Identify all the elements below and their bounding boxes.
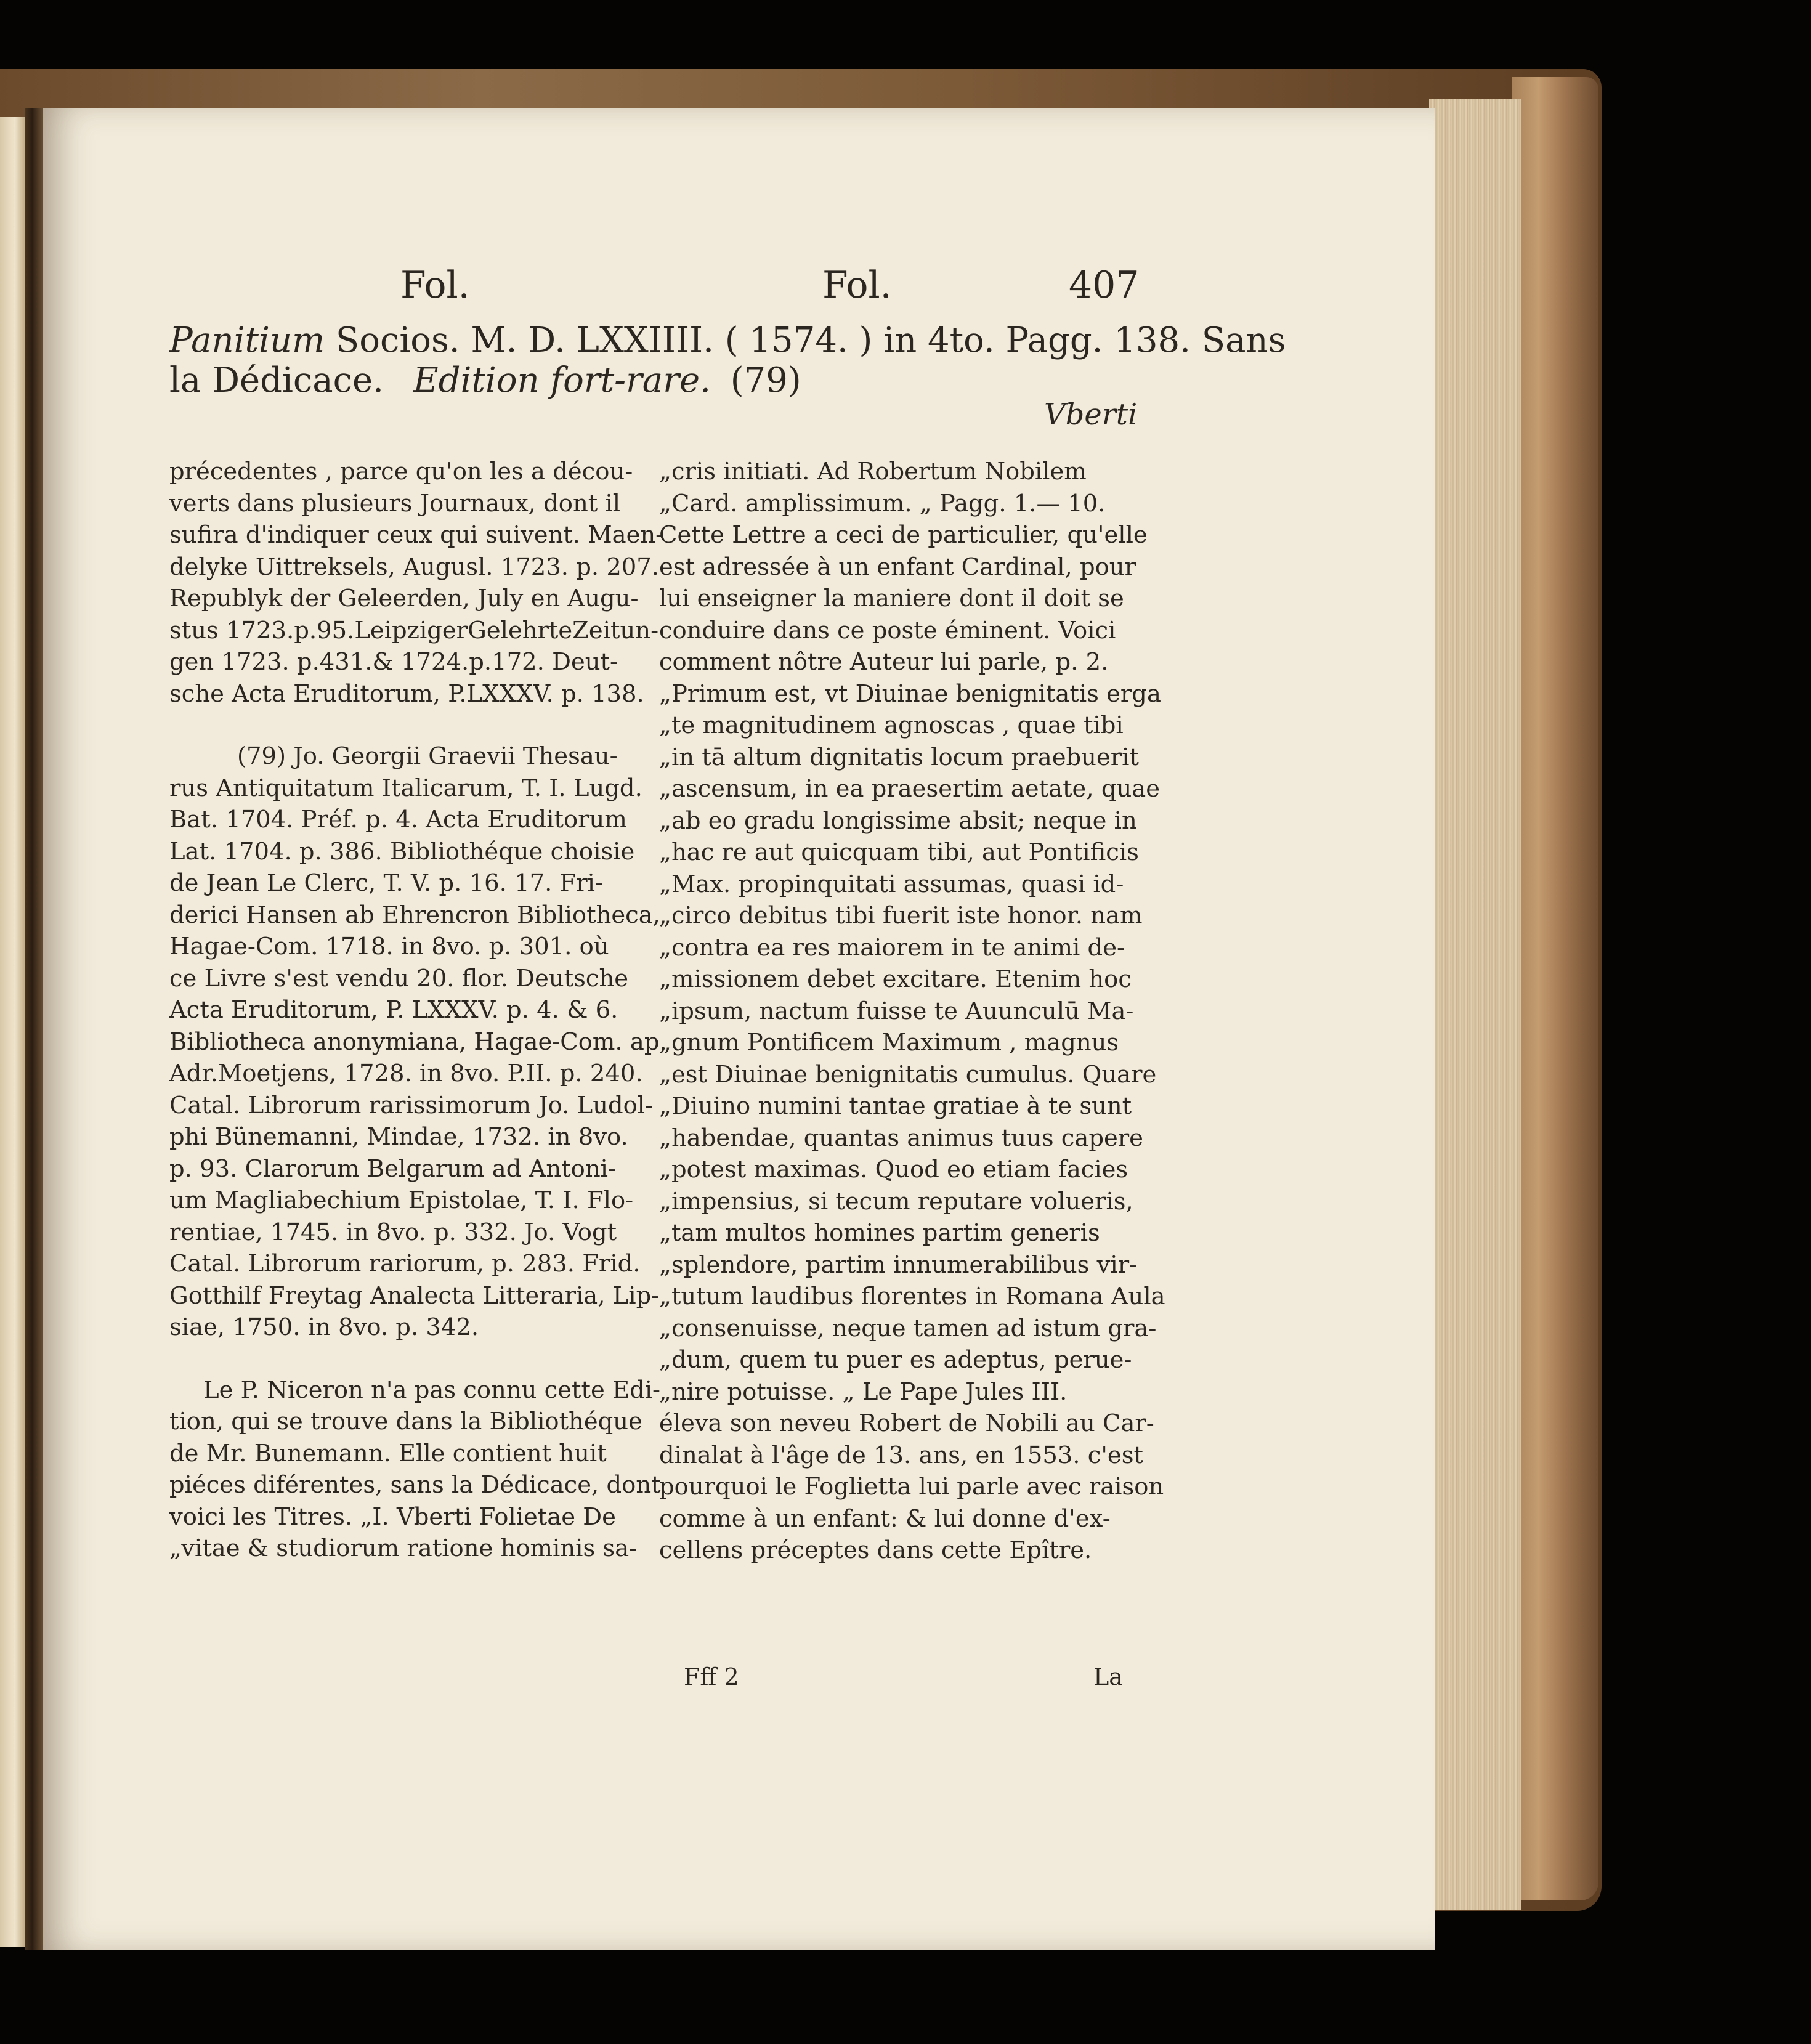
text-line: de Mr. Bunemann. Elle contient huit <box>169 1439 607 1467</box>
text-line: um Magliabechium Epistolae, T. I. Flo- <box>169 1186 634 1214</box>
text-line: „circo debitus tibi fuerit iste honor. nam <box>659 902 1143 930</box>
text-line: siae, 1750. in 8vo. p. 342. <box>169 1313 479 1341</box>
text-line: „gnum Pontificem Maximum , magnus <box>659 1029 1119 1056</box>
text-line: „missionem debet excitare. Etenim hoc <box>659 965 1132 993</box>
running-header-left: Fol. <box>400 264 470 307</box>
text-line: piéces diférentes, sans la Dédicace, dont <box>169 1471 661 1499</box>
text-line: „ascensum, in ea praesertim aetate, quae <box>659 775 1160 803</box>
text-line: Bat. 1704. Préf. p. 4. Acta Eruditorum <box>169 806 627 833</box>
text-line: p. 93. Clarorum Belgarum ad Antoni- <box>169 1154 616 1183</box>
text-line: sufira d'indiquer ceux qui suivent. Maen- <box>169 521 664 549</box>
text-line: Catal. Librorum rarissimorum Jo. Ludol- <box>169 1091 654 1119</box>
text-line: comme à un enfant: & lui donne d'ex- <box>659 1504 1111 1533</box>
text-line: phi Bünemanni, Mindae, 1732. in 8vo. <box>169 1123 628 1151</box>
text-line: „splendore, partim innumerabilibus vir- <box>659 1251 1138 1279</box>
text-line: „nire potuisse. „ Le Pape Jules III. <box>659 1377 1068 1406</box>
footnote-marker: (79) <box>730 360 801 400</box>
text-line: rus Antiquitatum Italicarum, T. I. Lugd. <box>169 774 642 802</box>
text-line: delyke Uittreksels, Augusl. 1723. p. 207. <box>169 553 660 581</box>
book-gutter <box>25 108 43 1950</box>
text-line: est adressée à un enfant Cardinal, pour <box>659 553 1136 581</box>
text-line: „potest maximas. Quod eo etiam facies <box>659 1156 1128 1183</box>
text-line: précedentes , parce qu'on les a décou- <box>169 458 633 485</box>
text-line: gen 1723. p.431.& 1724.p.172. Deut- <box>169 648 618 676</box>
top-run-line-2-text: la Dédicace. <box>169 360 384 400</box>
signature-mark: Fff 2 <box>684 1663 739 1690</box>
top-run-line-2 <box>169 360 801 400</box>
text-line: tion, qui se trouve dans la Bibliothéque <box>169 1408 642 1435</box>
text-line: „Diuino numini tantae gratiae à te sunt <box>659 1092 1132 1120</box>
text-line: ce Livre s'est vendu 20. flor. Deutsche <box>169 964 629 992</box>
text-line: „cris initiati. Ad Robertum Nobilem <box>659 458 1087 485</box>
text-line: „tam multos homines partim generis <box>659 1219 1100 1247</box>
text-line: „in tā altum dignitatis locum praebuerit <box>659 743 1139 771</box>
book-cover-edge <box>1512 77 1598 1900</box>
top-run-line-1 <box>169 320 1286 360</box>
text-line: verts dans plusieurs Journaux, dont il <box>169 489 621 517</box>
top-run-italic-name: Panitium <box>169 320 325 360</box>
text-line: Acta Eruditorum, P. LXXXV. p. 4. & 6. <box>169 996 618 1024</box>
text-line: rentiae, 1745. in 8vo. p. 332. Jo. Vogt <box>169 1218 617 1246</box>
text-line: „te magnitudinem agnoscas , quae tibi <box>659 712 1124 739</box>
left-para-1 <box>169 456 678 710</box>
text-line: de Jean Le Clerc, T. V. p. 16. 17. Fri- <box>169 869 603 897</box>
text-line: „consenuisse, neque tamen ad istum gra- <box>659 1314 1157 1342</box>
text-line: „habendae, quantas animus tuus capere <box>659 1124 1143 1152</box>
running-header-right: Fol. <box>822 264 892 307</box>
page-block-edges <box>1429 99 1521 1910</box>
text-line: comment nôtre Auteur lui parle, p. 2. <box>659 648 1109 676</box>
text-line: lui enseigner la maniere dont il doit se <box>659 585 1124 612</box>
text-line: stus 1723.p.95.LeipzigerGelehrteZeitun- <box>169 616 659 644</box>
text-line: Lat. 1704. p. 386. Bibliothéque choisie <box>169 837 635 866</box>
text-line: Republyk der Geleerden, July en Augu- <box>169 585 639 612</box>
text-line: Le P. Niceron n'a pas connu cette Edi- <box>203 1376 661 1404</box>
page-number: 407 <box>1069 264 1140 307</box>
right-column <box>659 456 1170 1597</box>
text-line: cellens préceptes dans cette Epître. <box>659 1536 1092 1564</box>
text-line: „Card. amplissimum. „ Pagg. 1.— 10. <box>659 489 1106 517</box>
text-line: pourquoi le Foglietta lui parle avec raison <box>659 1473 1164 1501</box>
text-line: conduire dans ce poste éminent. Voici <box>659 616 1116 644</box>
right-text-block <box>659 456 1170 1567</box>
left-para-2 <box>169 740 678 1344</box>
text-line: „hac re aut quicquam tibi, aut Pontificis <box>659 838 1139 866</box>
text-line: Bibliotheca anonymiana, Hagae-Com. ap. <box>169 1028 667 1056</box>
top-run-line-2-italic: Edition fort-rare. <box>413 360 711 400</box>
text-line: derici Hansen ab Ehrencron Bibliotheca, <box>169 901 660 929</box>
left-para-3 <box>169 1374 678 1565</box>
text-line: „ab eo gradu longissime absit; neque in <box>659 806 1137 835</box>
text-line: „est Diuinae benignitatis cumulus. Quare <box>659 1060 1157 1089</box>
book-page <box>43 108 1435 1950</box>
facing-page-edge <box>0 117 25 1947</box>
text-line: „dum, quem tu puer es adeptus, perue- <box>659 1346 1132 1374</box>
text-line: „Primum est, vt Diuinae benignitatis erga <box>659 679 1161 708</box>
top-catchword: Vberti <box>1044 397 1138 432</box>
text-line: (79) Jo. Georgii Graevii Thesau- <box>237 742 618 770</box>
text-line: Gotthilf Freytag Analecta Litteraria, Lip- <box>169 1281 660 1310</box>
text-line: voici les Titres. „I. Vberti Folietae De <box>169 1503 616 1531</box>
text-line: „impensius, si tecum reputare volueris, <box>659 1187 1133 1215</box>
top-run-line-1-text: Socios. M. D. LXXIIII. ( 1574. ) in 4to. Pagg. 138. Sans <box>335 320 1286 360</box>
text-line: „ipsum, nactum fuisse te Auunculū Ma- <box>659 997 1134 1025</box>
text-line: sche Acta Eruditorum, P.LXXXV. p. 138. <box>169 679 644 708</box>
text-line: éleva son neveu Robert de Nobili au Car- <box>659 1409 1154 1437</box>
text-line: Adr.Moetjens, 1728. in 8vo. P.II. p. 240. <box>169 1060 643 1087</box>
text-line: Catal. Librorum rariorum, p. 283. Frid. <box>169 1250 641 1278</box>
text-line: „tutum laudibus florentes in Romana Aula <box>659 1283 1165 1310</box>
bottom-catchword: La <box>1093 1663 1123 1690</box>
text-line: Hagae-Com. 1718. in 8vo. p. 301. où <box>169 933 609 960</box>
text-line: dinalat à l'âge de 13. ans, en 1553. c'est <box>659 1441 1143 1469</box>
text-line: „Max. propinquitati assumas, quasi id- <box>659 870 1124 898</box>
text-line: Cette Lettre a ceci de particulier, qu'elle <box>659 521 1148 549</box>
text-line: „contra ea res maiorem in te animi de- <box>659 933 1125 962</box>
left-column <box>169 456 678 1596</box>
text-line: „vitae & studiorum ratione hominis sa- <box>169 1535 638 1562</box>
